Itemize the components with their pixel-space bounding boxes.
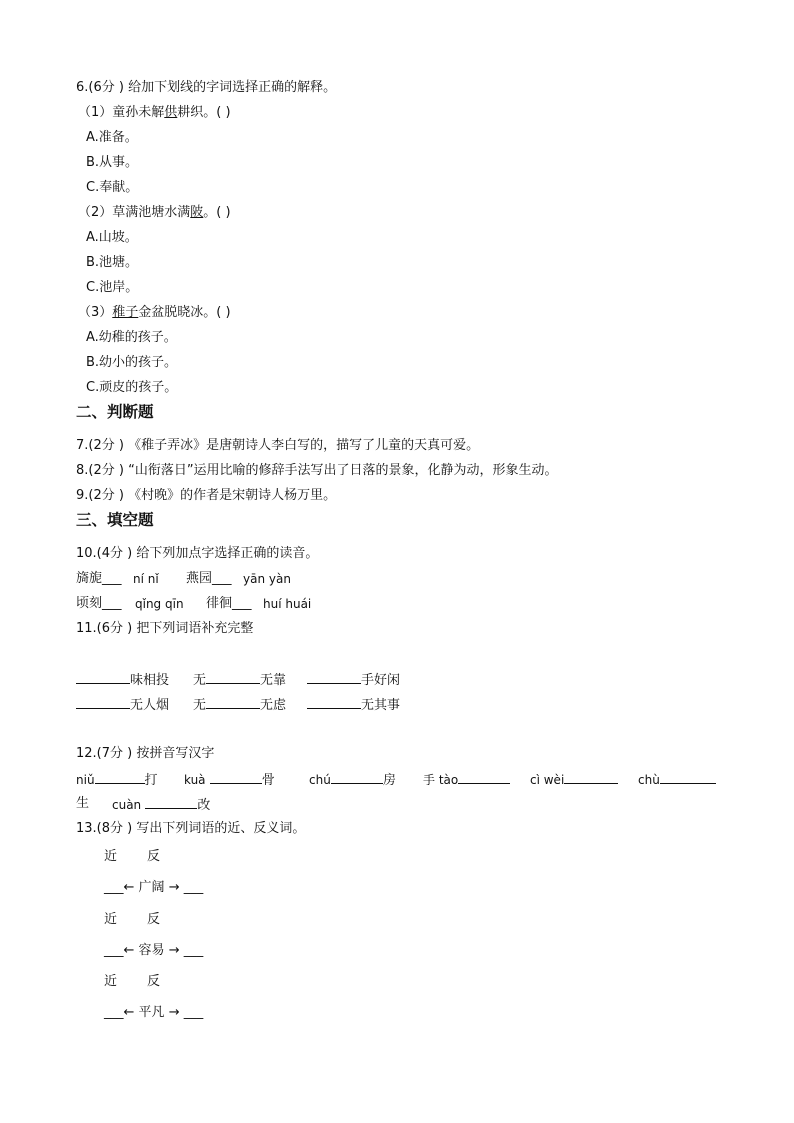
option-b: B.池塘。 <box>86 255 139 270</box>
option-c: C.奉献。 <box>86 180 139 195</box>
anti-label: 反 <box>147 849 161 864</box>
option-a: A.山坡。 <box>86 230 138 245</box>
section-heading-judgement: 二、判断题 <box>76 403 154 421</box>
q11-blank-item: 无其事 <box>307 695 400 715</box>
q10-title: 10.(4分 ) 给下列加点字选择正确的读音。 <box>76 546 319 561</box>
q10-word: 燕园___ <box>186 571 232 586</box>
option-c: C.顽皮的孩子。 <box>86 380 178 395</box>
underlined-word: 稚子 <box>112 305 139 320</box>
option-b: B.幼小的孩子。 <box>86 355 178 370</box>
q12-item: niǔ 打 <box>76 770 158 790</box>
q12-title: 12.(7分 ) 按拼音写汉字 <box>76 746 215 761</box>
q12-item: kuà 骨 <box>184 770 275 790</box>
q13-row-2: ___← 容易 → ___ <box>104 943 204 958</box>
q11-blank-item: 手好闲 <box>307 670 400 690</box>
option-c: C.池岸。 <box>86 280 139 295</box>
anti-label: 反 <box>147 974 161 989</box>
q12-item: cì wèi <box>530 770 618 790</box>
q10-pinyin: qǐng qīn <box>135 597 184 611</box>
q8: 8.(2分 ) “山衔落日”运用比喻的修辞手法写出了日落的景象，化静为动，形象生动。 <box>76 463 558 478</box>
q13-row-1: ___← 广阔 → ___ <box>104 880 204 895</box>
near-label: 近 <box>104 849 118 864</box>
q11-title: 11.(6分 ) 把下列词语补充完整 <box>76 621 254 636</box>
q10-word: 旖旎___ <box>76 571 122 586</box>
q10-pinyin: yān yàn <box>243 572 291 586</box>
q9: 9.(2分 ) 《村晚》的作者是宋朝诗人杨万里。 <box>76 488 337 503</box>
q11-blank-item: 无人烟 <box>76 695 169 715</box>
q12-item: chù <box>638 770 716 790</box>
q12-item: 生 <box>76 796 90 811</box>
underlined-word: 供 <box>164 105 178 120</box>
q12-item: 手 tào <box>423 770 510 790</box>
option-a: A.准备。 <box>86 130 138 145</box>
underlined-word: 陂 <box>190 205 204 220</box>
q6-title: 6.(6分 ) 给加下划线的字词选择正确的解释。 <box>76 80 337 95</box>
near-label: 近 <box>104 974 118 989</box>
q12-item: chú 房 <box>309 770 396 790</box>
q10-word: 顷刻___ <box>76 596 122 611</box>
q7: 7.(2分 ) 《稚子弄冰》是唐朝诗人李白写的，描写了儿童的天真可爱。 <box>76 438 480 453</box>
section-heading-fill-in: 三、填空题 <box>76 511 154 529</box>
option-a: A.幼稚的孩子。 <box>86 330 177 345</box>
q6-item-2: （2）草满池塘水满陂。( ) <box>78 205 231 220</box>
q6-item-1: （1）童孙未解供耕织。( ) <box>78 105 231 120</box>
q11-blank-item: 无 无靠 <box>193 670 286 690</box>
q11-blank-item: 无 无虑 <box>193 695 286 715</box>
near-label: 近 <box>104 912 118 927</box>
q13-row-3: ___← 平凡 → ___ <box>104 1005 204 1020</box>
q13-title: 13.(8分 ) 写出下列词语的近、反义词。 <box>76 821 306 836</box>
option-b: B.从事。 <box>86 155 139 170</box>
q11-blank-item: 味相投 <box>76 670 169 690</box>
q12-item: cuàn 改 <box>112 795 210 815</box>
q10-pinyin: ní nǐ <box>133 572 159 586</box>
q10-word: 徘徊___ <box>206 596 252 611</box>
anti-label: 反 <box>147 912 161 927</box>
q6-item-3: （3）稚子金盆脱晓冰。( ) <box>78 305 231 320</box>
q10-pinyin: huí huái <box>263 597 312 611</box>
